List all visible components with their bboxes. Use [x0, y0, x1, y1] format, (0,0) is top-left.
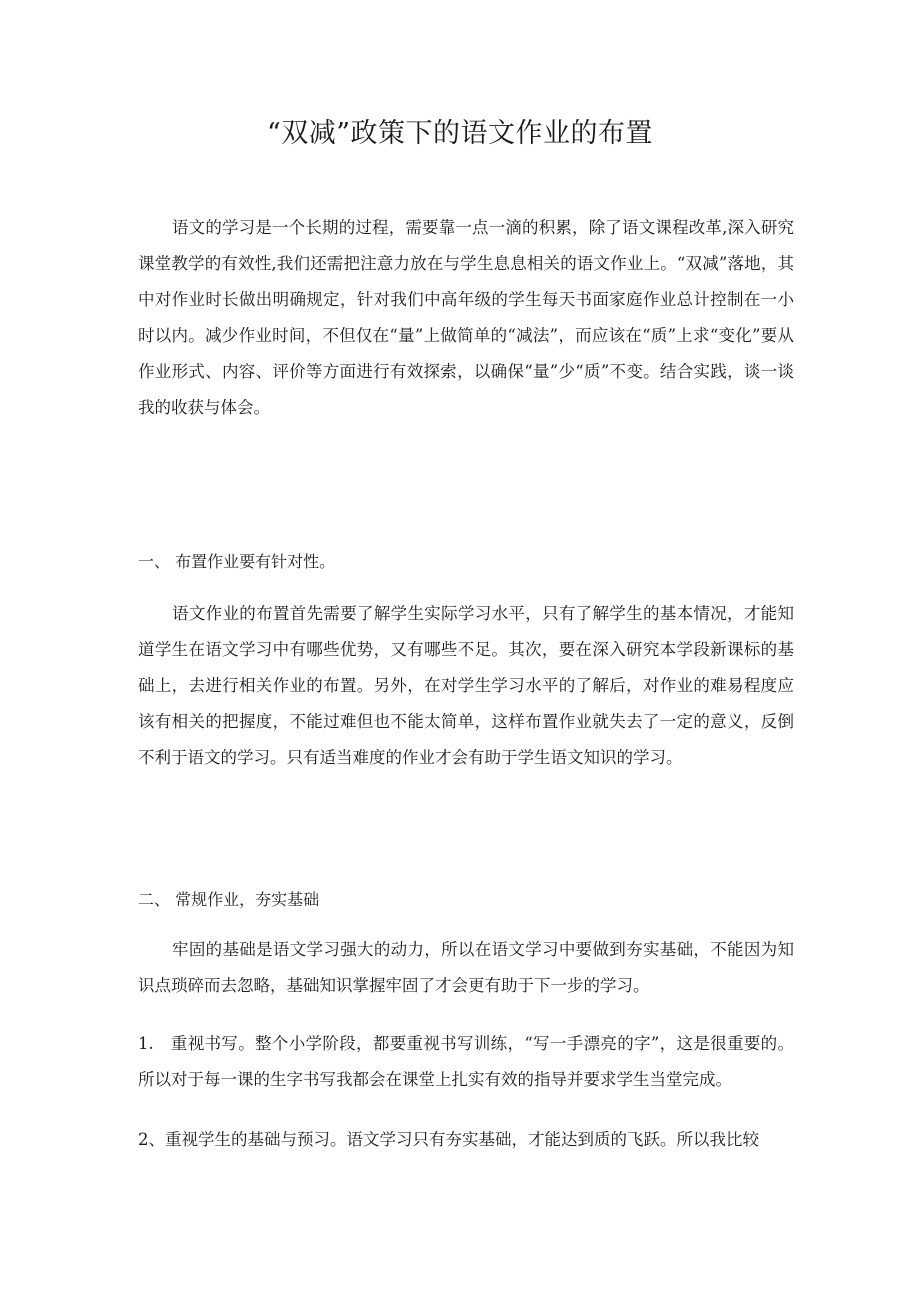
intro-paragraph: 语文的学习是一个长期的过程，需要靠一点一滴的积累，除了语文课程改革,深入研究课堂教学的有效性,我们还需把注意力放在与学生息息相关的语文作业上。“双减”落地，其中对作业时长做出明确规定，针对我们中高年级的学生每天书面家庭作业总计控制在一小时以内。减少作业时间，不但仅在“量”上做简单的“减法”，而应该在“质”上求“变化”要从作业形式、内容、评价等方面进行有效探索，以确保“量”少“质”不变。结合实践，谈一谈我的收获与体会。 — [138, 218, 794, 417]
document-title: “双减”政策下的语文作业的布置 — [266, 118, 654, 149]
section-1-paragraph: 语文作业的布置首先需要了解学生实际学习水平，只有了解学生的基本情况，才能知道学生在语文学习中有哪些优势，又有哪些不足。其次，要在深入研究本学段新课标的基础上，去进行相关作业的布置。另外，在对学生学习水平的了解后，对作业的难易程度应该有相关的把握度，不能过难但也不能太简单，这样布置作业就失去了一定的意义，反倒不利于语文的学习。只有适当难度的作业才会有助于学生语文知识的学习。 — [138, 604, 794, 767]
section-1-heading: 一、 布置作业要有针对性。 — [138, 552, 336, 571]
list-item-1: 1. 重视书写。整个小学阶段，都要重视书写训练，“写一手漂亮的字”，这是很重要的。所以对于每一课的生字书写我都会在课堂上扎实有效的指导并要求学生当堂完成。 — [138, 1034, 794, 1089]
section-2-paragraph: 牢固的基础是语文学习强大的动力，所以在语文学习中要做到夯实基础，不能因为知识点琐碎而去忽略，基础知识掌握牢固了才会更有助于下一步的学习。 — [138, 940, 794, 995]
section-2-heading: 二、 常规作业，夯实基础 — [138, 890, 320, 909]
list-item-2: 2、重视学生的基础与预习。语文学习只有夯实基础，才能达到质的飞跃。所以我比较 — [138, 1130, 759, 1149]
